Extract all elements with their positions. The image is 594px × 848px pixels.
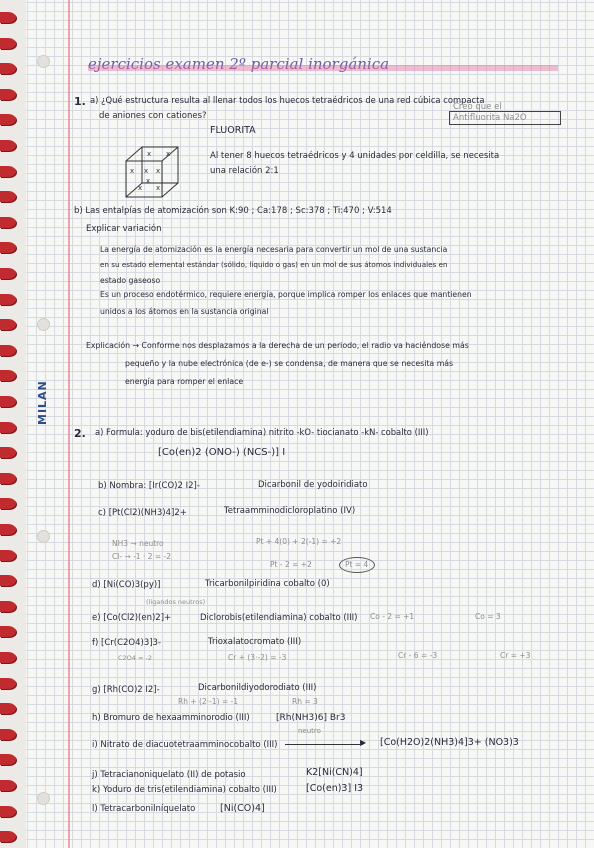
question-2-number: 2. xyxy=(74,427,86,440)
q1a-explanation-line1: Al tener 8 huecos tetraédricos y 4 unidades por celdilla, se necesita xyxy=(210,151,500,161)
q2a-statement: a) Formula: yoduro de bis(etilendiamina) nitrito -kO- tiocianato -kN- cobalto (III) xyxy=(95,427,429,437)
q2i-arrow-line xyxy=(285,744,363,745)
q2d-note: (ligandos neutros) xyxy=(146,598,206,606)
q2b-answer: Dicarbonil de yodoiridiato xyxy=(258,480,368,490)
q2e-statement: e) [Co(Cl2)(en)2]+ xyxy=(92,613,172,623)
q2k-answer: [Co(en)3] I3 xyxy=(306,783,364,794)
q2h-answer: [Rh(NH3)6] Br3 xyxy=(276,713,346,723)
q2g-calc-2: Rh = 3 xyxy=(292,697,318,706)
spiral-ring xyxy=(0,729,16,740)
cubic-cell-diagram xyxy=(116,143,196,203)
q2g-calc-1: Rh + (2·-1) = -1 xyxy=(178,697,239,706)
punch-hole xyxy=(37,55,50,68)
spiral-ring xyxy=(0,38,16,49)
margin-line xyxy=(68,0,70,848)
q2d-answer: Tricarbonilpiridina cobalto (0) xyxy=(205,579,330,589)
punch-hole xyxy=(37,530,50,543)
q2l-statement: l) Tetracarbonilníquelato xyxy=(92,804,196,814)
spiral-ring xyxy=(0,422,16,433)
q2i-statement: i) Nitrato de diacuotetraamminocobalto (III) xyxy=(92,740,278,750)
q2c-note-line2: Cl- → -1 · 2 = -2 xyxy=(112,552,172,561)
spiral-ring xyxy=(0,268,16,279)
q1a-explanation-line2: una relación 2:1 xyxy=(210,166,279,176)
q2h-statement: h) Bromuro de hexaamminorodio (III) xyxy=(92,713,250,723)
spiral-ring xyxy=(0,678,16,689)
q2i-note: neutro xyxy=(298,727,321,735)
side-note-line2: Antifluorita Na2O xyxy=(453,113,527,123)
q2e-answer: Diclorobis(etilendiamina) cobalto (III) xyxy=(200,613,358,623)
q2g-statement: g) [Rh(CO)2 I2]- xyxy=(92,685,160,695)
spiral-ring xyxy=(0,780,16,791)
punch-hole xyxy=(37,318,50,331)
spiral-ring xyxy=(0,806,16,817)
q2c-note-line3: Pt + 4(0) + 2(-1) = +2 xyxy=(256,537,342,546)
spiral-ring xyxy=(0,524,16,535)
q1b-paragraph-line1: La energía de atomización es la energía necesaria para convertir un mol de una sustancia xyxy=(100,245,448,254)
q2j-statement: j) Tetracianoniquelato (II) de potasio xyxy=(92,770,246,780)
question-1-number: 1. xyxy=(74,95,86,108)
punch-hole xyxy=(37,792,50,805)
spiral-ring xyxy=(0,89,16,100)
q1b-paragraph-line2: en su estado elemental estándar (sólido, líquido o gas) en un mol de sus átomos individuales en xyxy=(100,260,448,269)
q1a-answer: FLUORITA xyxy=(210,125,256,136)
q2f-statement: f) [Cr(C2O4)3]3- xyxy=(92,638,162,648)
spiral-ring xyxy=(0,396,16,407)
spiral-ring xyxy=(0,473,16,484)
svg-text:x: x xyxy=(147,150,152,158)
q2c-answer: Tetraamminodicloroplatino (IV) xyxy=(224,506,356,516)
q1b-paragraph-line3: estado gaseoso xyxy=(100,276,161,285)
q2c-note-line4: Pt - 2 = +2 xyxy=(270,560,312,569)
q2f-answer: Trioxalatocromato (III) xyxy=(208,637,302,647)
brand-logo: MILAN xyxy=(36,380,49,425)
q2f-calc-3: Cr = +3 xyxy=(500,651,531,660)
svg-text:x: x xyxy=(130,167,135,175)
q2j-answer: K2[Ni(CN)4] xyxy=(306,767,363,778)
q1b-paragraph-line5: unidos a los átomos en la sustancia original xyxy=(100,307,269,316)
q1b-paragraph-line4: Es un proceso endotérmico, requiere energía, porque implica romper los enlaces que mantienen xyxy=(100,290,472,299)
q2f-calc-1: Cr + (3·-2) = -3 xyxy=(228,653,287,662)
q1b-explanation-line2: pequeño y la nube electrónica (de e-) se condensa, de manera que se necesita más xyxy=(125,359,454,368)
q1a-question-line2: de aniones con cationes? xyxy=(99,111,207,121)
spiral-ring xyxy=(0,140,16,151)
spiral-ring xyxy=(0,345,16,356)
spiral-ring xyxy=(0,294,16,305)
q2e-calc-1: Co - 2 = +1 xyxy=(370,612,415,621)
q2i-answer: [Co(H2O)2(NH3)4]3+ (NO3)3 xyxy=(380,737,519,748)
q2g-answer: Dicarbonildiyodorodiato (III) xyxy=(198,683,317,693)
q2d-statement: d) [Ni(CO)3(py)] xyxy=(92,580,161,590)
q2f-note: C2O4 = -2 xyxy=(118,654,152,662)
svg-text:x: x xyxy=(156,184,161,192)
spiral-ring xyxy=(0,12,16,23)
svg-text:x: x xyxy=(156,167,161,175)
svg-text:x: x xyxy=(138,184,143,192)
q2c-note-line1: NH3 → neutro xyxy=(112,539,164,548)
q2b-statement: b) Nombra: [Ir(CO)2 I2]- xyxy=(98,481,200,491)
spiral-ring xyxy=(0,166,16,177)
q2e-calc-2: Co = 3 xyxy=(475,612,501,621)
svg-text:x: x xyxy=(166,150,171,158)
spiral-ring xyxy=(0,550,16,561)
q2c-statement: c) [Pt(Cl2)(NH3)4]2+ xyxy=(98,508,187,518)
spiral-ring xyxy=(0,601,16,612)
q1b-question-line2: Explicar variación xyxy=(86,224,162,234)
svg-text:x: x xyxy=(146,177,151,185)
svg-text:x: x xyxy=(144,167,149,175)
q2i-arrow-head: ▶ xyxy=(360,738,367,747)
q1b-explanation-line3: energía para romper el enlace xyxy=(125,377,244,386)
side-note-line1: Creo que el xyxy=(453,102,502,112)
page-title: ejercicios examen 2º parcial inorgánica xyxy=(88,55,558,72)
q2a-formula: [Co(en)2 (ONO-) (NCS-)] I xyxy=(158,447,286,458)
q1a-question: a) ¿Qué estructura resulta al llenar todos los huecos tetraédricos de una red cúbica compacta xyxy=(90,95,485,105)
q2k-statement: k) Yoduro de tris(etilendiamina) cobalto (III) xyxy=(92,785,277,795)
q2c-result: Pt = 4 xyxy=(345,560,369,569)
q1b-question: b) Las entalpías de atomización son K:90 ; Ca:178 ; Sc:378 ; Ti:470 ; V:514 xyxy=(74,206,392,216)
spiral-ring xyxy=(0,652,16,663)
spiral-ring xyxy=(0,217,16,228)
q2f-calc-2: Cr - 6 = -3 xyxy=(398,651,438,660)
q2l-answer: [Ni(CO)4] xyxy=(220,803,265,814)
q1b-explanation-line1: Explicación → Conforme nos desplazamos a la derecha de un periodo, el radio va haciéndose más xyxy=(86,341,469,350)
